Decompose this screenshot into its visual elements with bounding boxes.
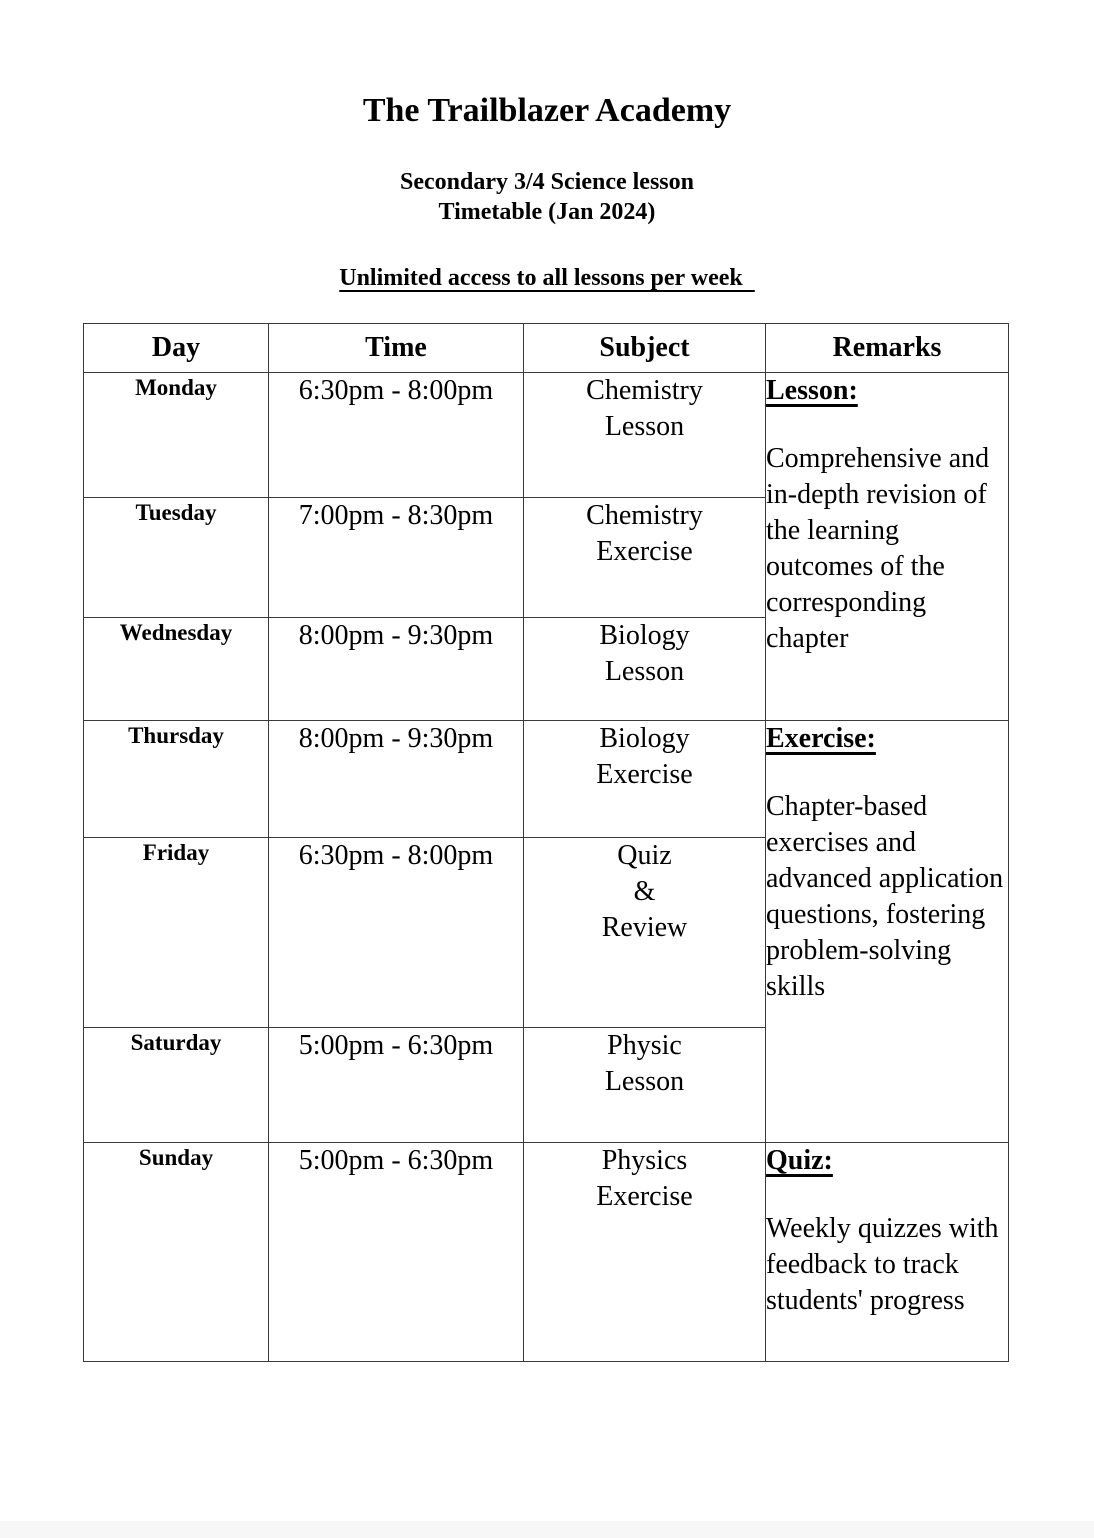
subject-cell	[524, 373, 766, 498]
subject-line: &	[633, 876, 656, 907]
subject-line: Biology	[599, 620, 690, 651]
page-bottom-band	[0, 1521, 1094, 1538]
table-row	[84, 373, 1009, 498]
subject-cell	[524, 1143, 766, 1362]
day-cell: Saturday	[84, 1028, 269, 1143]
page-subtitle	[0, 167, 1094, 227]
day-cell: Tuesday	[84, 498, 269, 618]
header-subject: Subject	[524, 324, 766, 373]
time-cell: 7:00pm - 8:30pm	[269, 498, 524, 618]
day-cell: Monday	[84, 373, 269, 498]
time-cell: 6:30pm - 8:00pm	[269, 373, 524, 498]
subject-line: Lesson	[604, 411, 685, 442]
subject-cell	[524, 618, 766, 721]
subject-line: Chemistry	[586, 500, 703, 531]
subject-line: Lesson	[604, 1066, 685, 1097]
subject-line: Quiz	[617, 840, 672, 871]
document-page	[0, 90, 1094, 1362]
header-time: Time	[269, 324, 524, 373]
remarks-cell	[766, 373, 1009, 721]
subject-line: Physic	[607, 1030, 682, 1061]
subtitle-line-2: Timetable (Jan 2024)	[438, 199, 656, 225]
time-cell: 8:00pm - 9:30pm	[269, 618, 524, 721]
time-cell: 8:00pm - 9:30pm	[269, 721, 524, 838]
timetable	[83, 323, 1009, 1362]
time-cell: 5:00pm - 6:30pm	[269, 1028, 524, 1143]
subject-line: Biology	[599, 723, 690, 754]
subject-line: Exercise	[596, 759, 693, 790]
remarks-cell	[766, 1143, 1009, 1362]
header-day: Day	[84, 324, 269, 373]
subject-line: Chemistry	[586, 375, 703, 406]
remarks-body: Weekly quizzes with feedback to track students' progress	[766, 1213, 999, 1316]
access-note	[0, 263, 1094, 293]
table-row	[84, 721, 1009, 838]
timetable-header-row	[84, 324, 1009, 373]
remarks-cell	[766, 721, 1009, 1143]
subject-line: Exercise	[596, 1181, 693, 1212]
access-note-text: Unlimited access to all lessons per week	[339, 265, 755, 291]
subject-cell	[524, 1028, 766, 1143]
subject-line: Physics	[601, 1145, 688, 1176]
subject-cell	[524, 498, 766, 618]
header-remarks: Remarks	[766, 324, 1009, 373]
time-cell: 6:30pm - 8:00pm	[269, 838, 524, 1028]
table-row	[84, 1143, 1009, 1362]
remarks-heading: Lesson:	[766, 375, 858, 406]
page-title: The Trailblazer Academy	[362, 92, 732, 129]
subject-line: Lesson	[604, 656, 685, 687]
subtitle-line-1: Secondary 3/4 Science lesson	[400, 169, 694, 195]
subject-line: Exercise	[596, 536, 693, 567]
remarks-heading: Quiz:	[766, 1145, 833, 1176]
day-cell: Wednesday	[84, 618, 269, 721]
time-cell: 5:00pm - 6:30pm	[269, 1143, 524, 1362]
day-cell: Sunday	[84, 1143, 269, 1362]
timetable-body	[84, 373, 1009, 1362]
remarks-body: Comprehensive and in-depth revision of the learning outcomes of the corresponding chapter	[766, 443, 990, 654]
subject-cell	[524, 838, 766, 1028]
subject-cell	[524, 721, 766, 838]
day-cell: Thursday	[84, 721, 269, 838]
remarks-heading: Exercise:	[766, 723, 876, 754]
day-cell: Friday	[84, 838, 269, 1028]
subject-line: Review	[601, 912, 688, 943]
remarks-body: Chapter-based exercises and advanced application questions, fostering problem-solving skills	[766, 791, 1004, 1002]
